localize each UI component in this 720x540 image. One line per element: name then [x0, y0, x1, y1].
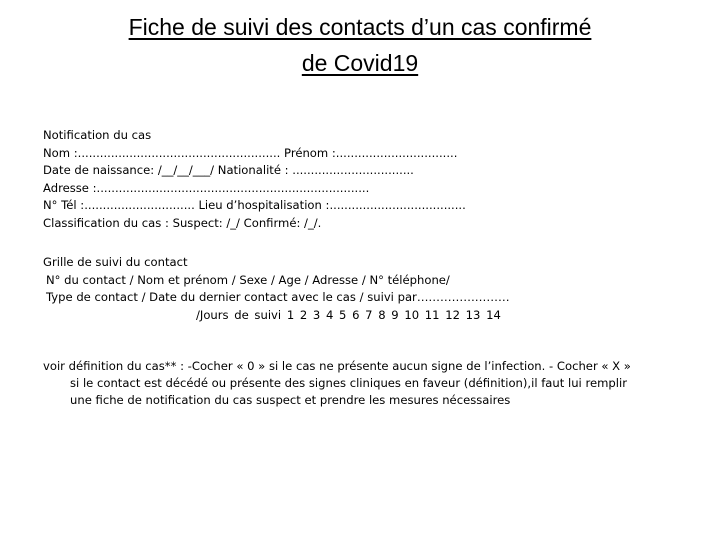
note-line-2: si le contact est décédé ou présente des signes cliniques en faveur (définition),il faut lui remplir	[70, 376, 627, 390]
page-title	[0, 9, 720, 81]
notification-section	[43, 127, 683, 232]
contact-grid-section	[43, 254, 683, 324]
classification-line: Classification du cas : Suspect: /_/ Confirmé: /_/.	[43, 215, 322, 230]
title-line-1: Fiche de suivi des contacts d’un cas confirmé	[128, 14, 592, 40]
grid-days-line: /Jours de suivi 1 2 3 4 5 6 7 8 9 10 11 12 13 14	[196, 307, 501, 322]
address-line: Adresse :..........................................................................	[43, 180, 370, 195]
phone-hospital-line: N° Tél :.............................. Lieu d’hospitalisation :.....................................	[43, 198, 466, 212]
notification-heading: Notification du cas	[43, 128, 152, 142]
note-line-1: voir définition du cas** : -Cocher « 0 » si le cas ne présente aucun signe de l’infection. - Cocher « X »	[43, 359, 631, 373]
title-line-2: de Covid19	[301, 50, 419, 76]
grid-columns-line-1: N° du contact / Nom et prénom / Sexe / Age / Adresse / N° téléphone/	[46, 272, 450, 287]
case-definition-note	[43, 358, 668, 409]
grid-heading: Grille de suivi du contact	[43, 255, 188, 269]
birthdate-line: Date de naissance: /__/__/___/ Nationalité : .................................	[43, 163, 414, 177]
note-line-3: une fiche de notification du cas suspect et prendre les mesures nécessaires	[70, 393, 511, 407]
grid-columns-line-2: Type de contact / Date du dernier contact avec le cas / suivi par……………………	[46, 290, 510, 304]
name-line: Nom :....................................................... Prénom :.................................	[43, 145, 458, 160]
